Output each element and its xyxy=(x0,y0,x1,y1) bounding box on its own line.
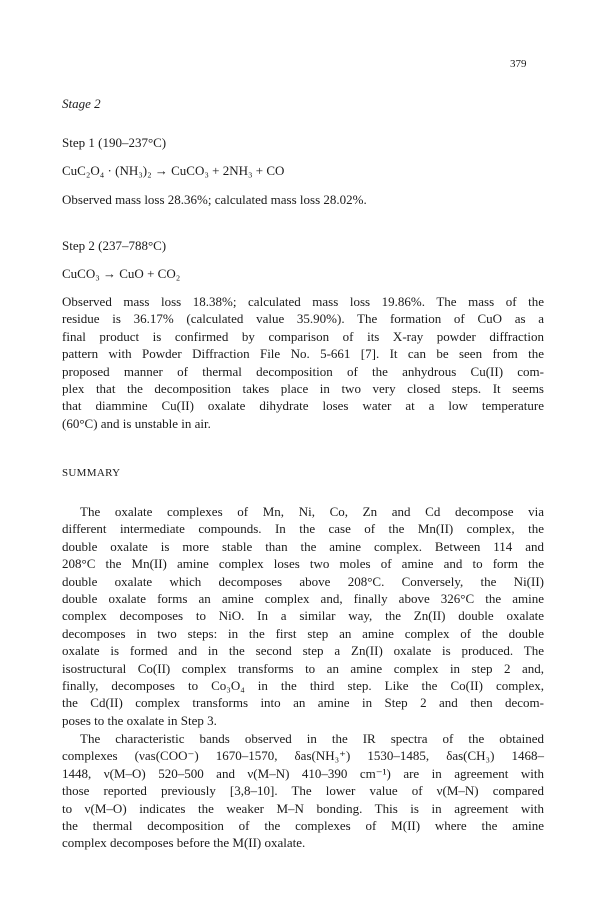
paragraph-line: isostructural Co(II) complex transforms to an amine complex in step 2 and, xyxy=(62,660,544,676)
paragraph-line: proposed manner of thermal decomposition of the anhydrous Cu(II) com- xyxy=(62,363,544,379)
summary-heading: SUMMARY xyxy=(62,467,121,479)
paragraph-line: the Cd(II) complex transforms into an amine in Step 2 and then decom- xyxy=(62,695,544,711)
paragraph-line: the thermal decomposition of the complexes of M(II) where the amine xyxy=(62,818,544,834)
paragraph-line: double oxalate forms an amine complex and, finally above 326°C the amine xyxy=(62,591,544,607)
paragraph-line: double oxalate is more stable than the amine complex. Between 114 and xyxy=(62,538,544,554)
paragraph-line: The oxalate complexes of Mn, Ni, Co, Zn and Cd decompose via xyxy=(80,504,544,519)
paragraph-line: to ν(M–O) indicates the weaker M–N bonding. This is in agreement with xyxy=(62,800,544,816)
step2-equation: CuCO₃ → CuO + CO₂ xyxy=(62,266,181,281)
paragraph-line: Observed mass loss 18.38%; calculated mass loss 19.86%. The mass of the xyxy=(62,294,544,309)
paragraph-line: poses to the oxalate in Step 3. xyxy=(62,712,217,728)
paragraph-line: complex decomposes before the M(II) oxalate. xyxy=(62,835,306,851)
paragraph-line: residue is 36.17% (calculated value 35.90%). The formation of CuO as a xyxy=(62,311,544,327)
paragraph-line: decomposes in two steps: in the first step an amine complex of the double xyxy=(62,625,544,641)
stage-title: Stage 2 xyxy=(62,96,101,111)
paragraph-line: double oxalate which decomposes above 208°C. Conversely, the Ni(II) xyxy=(62,573,544,589)
step2-heading: Step 2 (237–788°C) xyxy=(62,238,167,253)
summary-paragraph-2 xyxy=(62,730,544,852)
step1-mass-loss: Observed mass loss 28.36%; calculated mass loss 28.02%. xyxy=(62,192,367,207)
step1-heading: Step 1 (190–237°C) xyxy=(62,135,167,150)
paragraph-line: 1448, ν(M–O) 520–500 and ν(M–N) 410–390 cm⁻¹) are in agreement with xyxy=(62,765,544,781)
paragraph-line: those reported previously [3,8–10]. The lower value of ν(M–N) compared xyxy=(62,783,544,799)
paragraph-line: complex decomposes to NiO. In a similar way, the Zn(II) double oxalate xyxy=(62,608,544,624)
paragraph-line: pattern with Powder Diffraction File No. 5-661 [7]. It can be seen from the xyxy=(62,346,544,362)
paragraph-line: 208°C the Mn(II) amine complex loses two moles of amine and to form the xyxy=(62,556,544,572)
paragraph-line: final product is confirmed by comparison of its X-ray powder diffraction xyxy=(62,328,544,344)
step2-paragraph xyxy=(62,293,544,432)
paragraph-line: The characteristic bands observed in the IR spectra of the obtained xyxy=(80,731,544,746)
paragraph-line: different intermediate compounds. In the case of the Mn(II) complex, the xyxy=(62,521,544,537)
summary-paragraph-1 xyxy=(62,503,544,729)
step1-equation: CuC₂O₄ · (NH₃)₂ → CuCO₃ + 2NH₃ + CO xyxy=(62,163,285,178)
paragraph-line: (60°C) and is unstable in air. xyxy=(62,415,211,431)
paragraph-line: complexes (νas(COO⁻) 1670–1570, δas(NH₃⁺) 1530–1485, δas(CH₃) 1468– xyxy=(62,748,544,764)
paragraph-line: plex that the decomposition takes place in two very closed steps. It seems xyxy=(62,381,544,397)
page-number: 379 xyxy=(510,58,527,70)
paragraph-line: finally, decomposes to Co₃O₄ in the third step. Like the Co(II) complex, xyxy=(62,678,544,694)
paragraph-line: oxalate is formed and in the second step a Zn(II) oxalate is produced. The xyxy=(62,643,544,659)
paragraph-line: that diammine Cu(II) oxalate dihydrate loses water at a low temperature xyxy=(62,398,544,414)
